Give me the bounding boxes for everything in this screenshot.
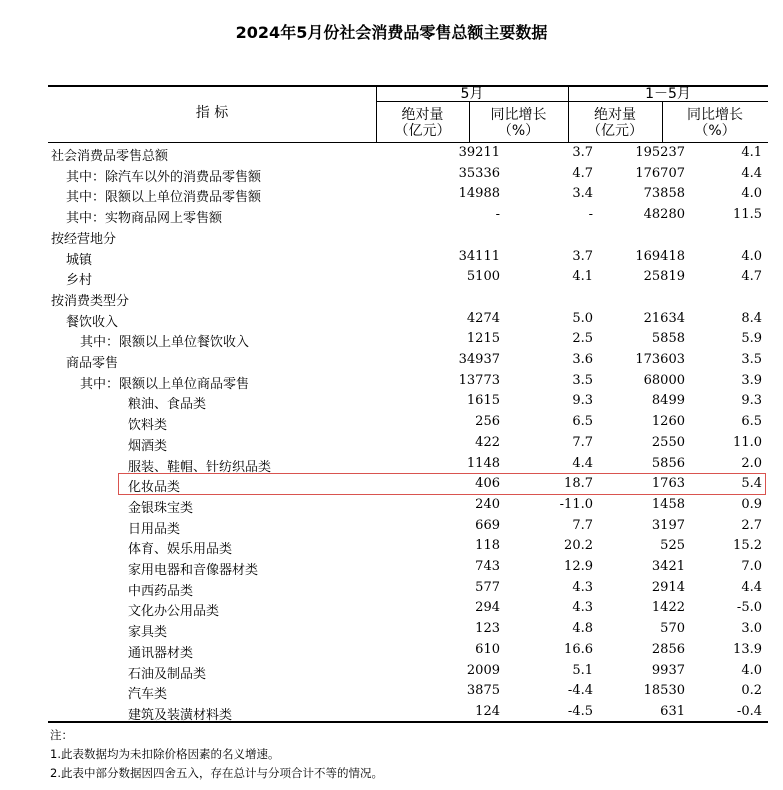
table-row — [48, 288, 768, 309]
page-title: 2024年5月份社会消费品零售总额主要数据 — [235, 23, 548, 42]
table-row — [48, 371, 768, 392]
ytd-yoy-cell: 6.5 — [741, 414, 762, 430]
may-yoy-cell: 5.1 — [572, 662, 593, 678]
ytd-abs-cell: 3197 — [651, 517, 685, 533]
table-row — [48, 350, 768, 371]
table-row — [48, 309, 768, 330]
ytd-yoy-cell: 3.5 — [741, 352, 762, 367]
row-label: 汽车类 — [128, 687, 168, 703]
ytd-yoy-cell: 4.1 — [741, 145, 762, 160]
ytd-yoy-cell: 0.2 — [741, 683, 762, 699]
may-abs-cell: 743 — [475, 559, 500, 574]
may-yoy-cell: 4.4 — [572, 455, 593, 471]
may-abs-cell: 1615 — [466, 393, 500, 409]
table-row — [48, 681, 768, 702]
table-row — [48, 516, 768, 537]
may-group-header: 5月 — [460, 86, 484, 102]
may-abs-cell: 34111 — [458, 248, 500, 264]
may-abs-cell: 1148 — [466, 455, 500, 471]
may-abs-cell: 118 — [475, 538, 500, 554]
may-yoy-cell: 3.7 — [572, 145, 593, 160]
may-yoy-cell: -11.0 — [559, 496, 593, 512]
table-row — [48, 578, 768, 599]
row-label: 其中：实物商品网上零售额 — [66, 211, 223, 227]
ytd-abs-cell: 3421 — [651, 559, 685, 574]
table-row — [48, 702, 768, 723]
ytd-abs-cell: 73858 — [643, 186, 685, 202]
may-abs-cell: 34937 — [458, 352, 500, 367]
may-abs-cell: 610 — [475, 641, 500, 657]
ytd-abs-cell: 1422 — [651, 600, 685, 616]
table-row — [48, 226, 768, 247]
ytd-abs-cell: 8499 — [651, 393, 685, 409]
abs-unit: （亿元） — [394, 123, 451, 139]
table-row — [48, 661, 768, 682]
row-label: 其中：限额以上单位餐饮收入 — [80, 335, 250, 351]
ytd-yoy-cell: 3.0 — [741, 621, 762, 637]
row-label: 中西药品类 — [128, 583, 194, 599]
row-label: 日用品类 — [128, 521, 181, 537]
table-row — [48, 640, 768, 661]
may-yoy-cell: 2.5 — [572, 331, 593, 347]
ytd-yoy-cell: 4.0 — [741, 248, 762, 264]
may-yoy-cell: 3.7 — [572, 248, 593, 264]
table-row — [48, 164, 768, 185]
indicator-header: 指 标 — [195, 105, 229, 121]
ytd-abs-cell: 18530 — [643, 683, 685, 699]
row-label: 按消费类型分 — [51, 293, 130, 309]
row-label: 按经营地分 — [51, 231, 117, 247]
table-row — [48, 557, 768, 578]
ytd-abs-cell: 5856 — [651, 455, 685, 471]
row-label: 文化办公用品类 — [128, 604, 220, 620]
row-label: 化妆品类 — [128, 480, 181, 496]
ytd-abs-cell: 2914 — [651, 579, 685, 595]
row-label: 城镇 — [66, 252, 93, 268]
may-yoy-cell: 18.7 — [564, 476, 593, 492]
may-yoy-cell: 12.9 — [564, 559, 593, 574]
ytd-abs-cell: 169418 — [635, 248, 685, 264]
may-abs-cell: 577 — [475, 579, 500, 595]
may-yoy-cell: 4.3 — [572, 600, 593, 616]
ytd-abs-cell: 1458 — [651, 496, 685, 512]
ytd-yoy-cell: 4.7 — [741, 269, 762, 285]
ytd-yoy-cell: 11.0 — [733, 434, 762, 450]
row-label: 粮油、食品类 — [128, 397, 207, 413]
row-label: 体育、娱乐用品类 — [128, 542, 233, 558]
may-yoy-cell: -4.4 — [567, 683, 593, 699]
ytd-yoy-cell: 4.4 — [741, 165, 762, 181]
may-abs-cell: 124 — [475, 703, 500, 719]
ytd-yoy-cell: 9.3 — [741, 393, 762, 409]
may-yoy-cell: 16.6 — [564, 641, 593, 657]
may-yoy-cell: 6.5 — [572, 414, 593, 430]
may-yoy-cell: - — [588, 207, 593, 223]
may-abs-header — [376, 107, 469, 139]
ytd-abs-cell: 25819 — [643, 269, 685, 285]
may-yoy-header — [469, 107, 568, 139]
ytd-abs-cell: 631 — [660, 703, 685, 719]
ytd-yoy-cell: 7.0 — [741, 559, 762, 574]
ytd-yoy-cell: 0.9 — [741, 496, 762, 512]
row-label: 乡村 — [66, 273, 93, 289]
table-row — [48, 619, 768, 640]
yoy-unit: （%） — [694, 123, 736, 139]
table-row — [48, 454, 768, 475]
may-abs-cell: 240 — [475, 496, 500, 512]
may-yoy-cell: 5.0 — [572, 310, 593, 326]
may-yoy-cell: -4.5 — [567, 703, 593, 719]
note-1: 1.此表数据均为未扣除价格因素的名义增速。 — [50, 747, 280, 761]
ytd-yoy-cell: 3.9 — [741, 372, 762, 388]
row-label: 社会消费品零售总额 — [51, 149, 169, 164]
ytd-yoy-cell: 4.4 — [741, 579, 762, 595]
table-row — [48, 205, 768, 226]
ytd-abs-cell: 21634 — [643, 310, 685, 326]
ytd-abs-cell: 176707 — [635, 165, 685, 181]
ytd-abs-cell: 9937 — [651, 662, 685, 678]
yoy-unit: （%） — [497, 123, 540, 139]
may-abs-cell: 39211 — [458, 145, 500, 160]
abs-unit: （亿元） — [587, 123, 643, 139]
ytd-yoy-header — [662, 107, 768, 139]
ytd-group-header: 1－5月 — [645, 86, 691, 102]
may-yoy-cell: 4.3 — [572, 579, 593, 595]
may-abs-cell: 35336 — [458, 165, 500, 181]
abs-label: 绝对量 — [594, 107, 636, 123]
table-row — [48, 495, 768, 516]
may-yoy-cell: 7.7 — [572, 434, 593, 450]
may-abs-cell: 422 — [475, 434, 500, 450]
yoy-label: 同比增长 — [490, 107, 547, 123]
row-label: 服装、鞋帽、针纺织品类 — [128, 459, 272, 475]
may-abs-cell: 669 — [475, 517, 500, 533]
ytd-abs-cell: 195237 — [635, 145, 685, 160]
ytd-abs-cell: 68000 — [643, 372, 685, 388]
ytd-yoy-cell: 4.0 — [741, 662, 762, 678]
may-yoy-cell: 3.6 — [572, 352, 593, 367]
ytd-yoy-cell: 15.2 — [733, 538, 762, 554]
table-row — [48, 433, 768, 454]
row-label: 石油及制品类 — [128, 666, 207, 682]
may-abs-cell: 2009 — [466, 662, 500, 678]
may-abs-cell: 3875 — [466, 683, 500, 699]
ytd-yoy-cell: 4.0 — [741, 186, 762, 202]
row-label: 家具类 — [128, 625, 168, 641]
ytd-abs-cell: 2550 — [651, 434, 685, 450]
row-label: 金银珠宝类 — [128, 500, 194, 516]
row-label: 烟酒类 — [128, 438, 168, 454]
table-row — [48, 412, 768, 433]
may-yoy-cell: 9.3 — [572, 393, 593, 409]
ytd-yoy-cell: 2.0 — [741, 455, 762, 471]
notes-label: 注： — [50, 728, 73, 742]
may-abs-cell: 5100 — [466, 269, 500, 285]
row-label: 家用电器和音像器材类 — [128, 563, 259, 578]
row-label: 通讯器材类 — [128, 645, 194, 661]
ytd-abs-cell: 5858 — [651, 331, 685, 347]
ytd-abs-cell: 2856 — [651, 641, 685, 657]
may-yoy-cell: 20.2 — [564, 538, 593, 554]
row-label: 其中：除汽车以外的消费品零售额 — [66, 169, 262, 185]
may-abs-cell: 4274 — [466, 310, 500, 326]
table-row — [48, 329, 768, 350]
row-label: 饮料类 — [128, 418, 168, 434]
may-yoy-cell: 4.1 — [572, 269, 593, 285]
may-abs-cell: 256 — [475, 414, 500, 430]
ytd-yoy-cell: 13.9 — [733, 641, 762, 657]
may-abs-cell: 14988 — [458, 186, 500, 202]
table-row — [48, 536, 768, 557]
ytd-abs-cell: 570 — [660, 621, 685, 637]
may-yoy-cell: 4.8 — [572, 621, 593, 637]
may-yoy-cell: 7.7 — [572, 517, 593, 533]
ytd-yoy-cell: -5.0 — [736, 600, 762, 616]
ytd-yoy-cell: 11.5 — [733, 207, 762, 223]
row-label: 其中：限额以上单位消费品零售额 — [66, 190, 262, 206]
table-row — [48, 391, 768, 412]
ytd-abs-cell: 48280 — [643, 207, 685, 223]
table-row — [48, 184, 768, 205]
abs-label: 绝对量 — [401, 107, 444, 123]
ytd-abs-cell: 1260 — [651, 414, 685, 430]
row-label: 餐饮收入 — [66, 314, 119, 330]
ytd-yoy-cell: -0.4 — [736, 703, 762, 719]
ytd-abs-cell: 1763 — [651, 476, 685, 492]
row-label: 建筑及装潢材料类 — [128, 707, 233, 723]
row-label: 商品零售 — [66, 356, 119, 371]
may-abs-cell: - — [495, 207, 500, 223]
ytd-abs-cell: 173603 — [635, 352, 685, 367]
table-row — [48, 247, 768, 268]
ytd-yoy-cell: 8.4 — [741, 310, 762, 326]
table-row — [48, 143, 768, 164]
ytd-abs-header — [568, 107, 662, 139]
yoy-label: 同比增长 — [687, 107, 743, 123]
may-abs-cell: 294 — [475, 600, 500, 616]
note-2: 2.此表中部分数据因四舍五入，存在总计与分项合计不等的情况。 — [50, 766, 383, 780]
table-row — [48, 598, 768, 619]
may-yoy-cell: 4.7 — [572, 165, 593, 181]
may-abs-cell: 13773 — [458, 372, 500, 388]
ytd-yoy-cell: 5.4 — [741, 476, 762, 492]
ytd-abs-cell: 525 — [660, 538, 685, 554]
table-row — [48, 267, 768, 288]
may-abs-cell: 123 — [475, 621, 500, 637]
may-yoy-cell: 3.5 — [572, 372, 593, 388]
may-abs-cell: 406 — [475, 476, 500, 492]
may-abs-cell: 1215 — [466, 331, 500, 347]
ytd-yoy-cell: 2.7 — [741, 517, 762, 533]
highlight-box — [118, 473, 766, 495]
row-label: 其中：限额以上单位商品零售 — [80, 376, 250, 392]
may-yoy-cell: 3.4 — [572, 186, 593, 202]
ytd-yoy-cell: 5.9 — [741, 331, 762, 347]
